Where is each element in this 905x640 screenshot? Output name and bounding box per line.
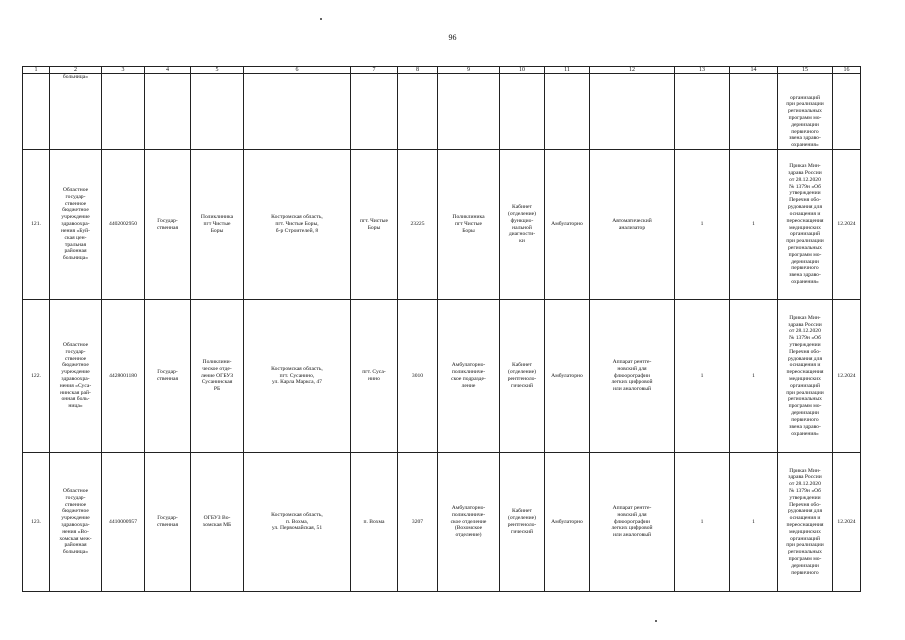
organization-name: Областное государ- ственное бюджетное учреждение здравоохра- нения «Во- хомская меж- районная больница» xyxy=(59,487,92,556)
column-number: 9 xyxy=(438,67,500,74)
locality: пгт. Суса- нино xyxy=(362,369,386,382)
org-name-continued: больница» xyxy=(62,74,89,80)
quantity-2: 1 xyxy=(752,518,755,525)
ownership-form: Государ- ственная xyxy=(156,515,179,528)
department: Поликлиника пгт Чистые Боры xyxy=(452,214,485,234)
due-date: 12.2024 xyxy=(837,221,856,228)
column-number: 7 xyxy=(351,67,398,74)
structural-unit: Поликлиника пгт Чистые Боры xyxy=(200,214,234,234)
column-number: 5 xyxy=(191,67,244,74)
locality: п. Вохма xyxy=(363,518,385,525)
address: Костромская область, п. Вохма, ул. Первомайская, 51 xyxy=(271,511,323,532)
due-date: 12.2024 xyxy=(837,518,856,525)
row-number: 122. xyxy=(31,372,41,379)
row-number: 123. xyxy=(31,518,41,525)
scan-speck xyxy=(320,18,322,20)
inn-code: 4428001180 xyxy=(109,372,137,379)
legal-basis: Приказ Мин- здрава России от 28.12.2020 № 1379н «Об утверждении Перечня обо- рудования для оснащения и переоснащения медицинских организаций при реализации региональных программ мо- дернизации первичного звена здраво- охранения» xyxy=(786,314,824,437)
column-number: 8 xyxy=(398,67,438,74)
table-row xyxy=(23,453,861,592)
locality: пгт. Чистые Боры xyxy=(360,217,388,231)
cabinet: Кабинет (отделение) функцио- нальной диагности- ки xyxy=(508,204,536,245)
column-number-row xyxy=(23,67,861,74)
locality-code: 3010 xyxy=(411,372,424,379)
organization-name: Областное государ- ственное бюджетное учреждение здравоохра- нения «Буй- ская цен- тральная районная больница» xyxy=(61,187,90,262)
quantity-1: 1 xyxy=(700,221,704,228)
inn-code: 4410000957 xyxy=(109,518,137,525)
column-number: 4 xyxy=(145,67,191,74)
address: Костромская область, пгт. Сусанино, ул. Карла Маркса, 47 xyxy=(271,365,323,386)
locality-code: 23225 xyxy=(410,221,425,228)
equipment: Аппарат рентге- новский для флюорографии легких цифровой или аналоговый xyxy=(611,358,653,393)
column-number: 13 xyxy=(675,67,730,74)
legal-basis: Приказ Мин- здрава России от 28.12.2020 № 1379н «Об утверждении Перечня обо- рудования для оснащения и переоснащения медицинских организаций при реализации региональных программ мо- дернизации первичного звена здраво- охранения» xyxy=(786,163,824,285)
equipment: Аппарат рентге- новский для флюорографии легких цифровой или аналоговый xyxy=(611,504,653,539)
table-row xyxy=(23,150,861,300)
equipment-table xyxy=(22,66,861,592)
care-type: Амбулаторно xyxy=(551,518,583,525)
ownership-form: Государ- ственная xyxy=(156,369,179,382)
department: Амбулаторно- поликлиниче- ское отделение (Вохомское отделение) xyxy=(450,504,487,539)
row-number: 121. xyxy=(31,221,41,228)
quantity-2: 1 xyxy=(752,372,755,379)
department: Амбулаторно- поликлиниче- ское подразде- ление xyxy=(451,362,486,389)
column-number: 3 xyxy=(102,67,145,74)
quantity-1: 1 xyxy=(700,518,704,525)
column-number: 15 xyxy=(778,67,833,74)
table-row xyxy=(23,300,861,453)
locality-code: 3207 xyxy=(411,518,424,525)
page-number: 96 xyxy=(448,33,457,42)
column-number: 6 xyxy=(244,67,351,74)
cabinet: Кабинет (отделение) рентгеноло- гический xyxy=(507,362,537,389)
care-type: Амбулаторно xyxy=(551,221,583,228)
column-number: 2 xyxy=(50,67,102,74)
column-number: 12 xyxy=(590,67,675,74)
structural-unit: Поликлини- ческое отде- ление ОГБУЗ Сусанинская РБ xyxy=(200,358,234,393)
column-number: 14 xyxy=(730,67,778,74)
ownership-form: Государ- ственная xyxy=(156,217,179,231)
address: Костромская область, пгт. Чистые Боры, б-р Строителей, 8 xyxy=(271,214,323,234)
basis-continued: организаций при реализации региональных программ мо- дернизации первичного звена здраво- охранения» xyxy=(786,94,824,149)
organization-name: Областное государ- ственное бюджетное учреждение здравоохра- нения «Суса- нинская рай- онная боль- ница» xyxy=(59,341,92,410)
due-date: 12.2024 xyxy=(837,372,856,379)
inn-code: 4402002950 xyxy=(109,221,137,228)
legal-basis: Приказ Мин- здрава России от 28.12.2020 № 1379н «Об утверждении Перечня обо- рудования для оснащения и переоснащения медицинских организаций при реализации региональных программ мо- дернизации первичного xyxy=(786,467,824,576)
column-number: 1 xyxy=(23,67,50,74)
quantity-1: 1 xyxy=(700,372,704,379)
care-type: Амбулаторно xyxy=(551,372,583,379)
continuation-row xyxy=(23,74,861,150)
column-number: 11 xyxy=(545,67,590,74)
structural-unit: ОГБУЗ Во- хомская МБ xyxy=(202,515,232,528)
scan-speck xyxy=(655,620,657,622)
cabinet: Кабинет (отделение) рентгеноло- гический xyxy=(507,508,537,535)
column-number: 10 xyxy=(500,67,545,74)
equipment: Автоматический анализатор xyxy=(612,217,652,231)
column-number: 16 xyxy=(833,67,861,74)
quantity-2: 1 xyxy=(752,221,755,228)
